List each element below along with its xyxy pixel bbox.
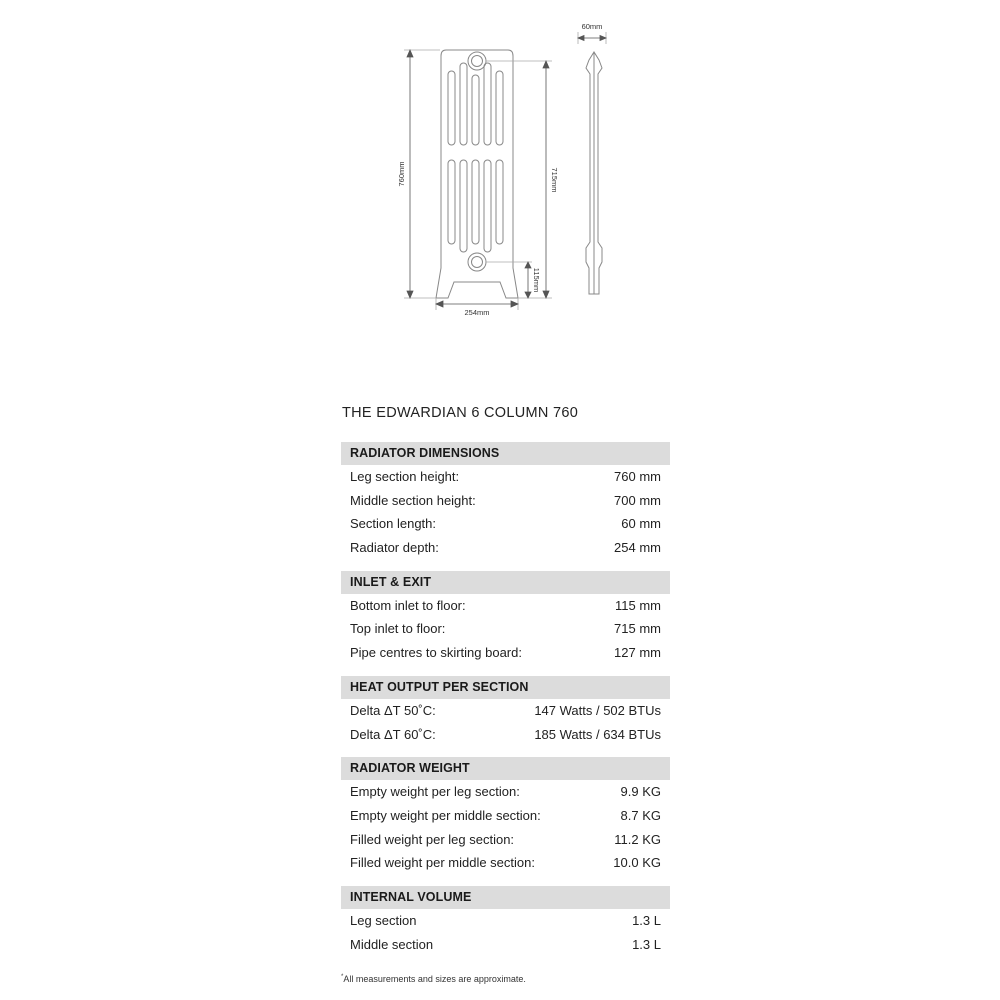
spec-row <box>341 804 670 828</box>
spec-label: Leg section height: <box>350 469 460 484</box>
radiator-technical-drawing <box>0 0 1000 340</box>
spec-value: 9.9 KG <box>620 784 661 800</box>
section-heat-output <box>341 676 670 746</box>
section-header: INLET & EXIT <box>341 571 670 594</box>
spec-label: Empty weight per leg section: <box>350 784 520 800</box>
spec-label: Section length: <box>350 516 437 532</box>
footnote-marker: * <box>341 974 344 980</box>
spec-label: Delta ΔT 50˚C: <box>350 702 436 718</box>
radiator-front-view <box>436 50 518 298</box>
section-header: RADIATOR WEIGHT <box>341 757 670 780</box>
spec-row <box>341 594 670 618</box>
spec-value: 147 Watts / 502 BTUs <box>534 702 661 718</box>
spec-label: Leg section <box>350 912 417 928</box>
spec-value: 760 mm <box>614 469 661 484</box>
spec-row <box>341 465 670 489</box>
spec-value: 10.0 KG <box>613 855 661 871</box>
spec-row <box>341 828 670 852</box>
dimension-label-715mm: 715mm <box>550 167 559 193</box>
footnote-text: All measurements and sizes are approximate. <box>343 974 526 984</box>
spec-row <box>341 617 670 641</box>
section-header: INTERNAL VOLUME <box>341 886 670 909</box>
dimension-label-760mm: 760mm <box>397 161 406 187</box>
spec-value: 185 Watts / 634 BTUs <box>534 726 661 742</box>
spec-label: Empty weight per middle section: <box>350 807 541 823</box>
section-inlet-exit <box>341 571 670 665</box>
spec-value: 11.2 KG <box>614 831 661 847</box>
spec-row <box>341 512 670 536</box>
spec-label: Middle section height: <box>350 492 476 508</box>
spec-label: Bottom inlet to floor: <box>350 597 466 613</box>
spec-label: Radiator depth: <box>350 540 439 556</box>
section-header: HEAT OUTPUT PER SECTION <box>341 676 670 699</box>
section-internal-volume <box>341 886 670 956</box>
spec-row <box>341 780 670 804</box>
spec-label: Middle section <box>350 936 434 952</box>
spec-label: Top inlet to floor: <box>350 621 446 637</box>
footnote <box>341 974 526 984</box>
spec-row <box>341 851 670 875</box>
spec-value: 1.3 L <box>632 936 661 952</box>
spec-row <box>341 489 670 513</box>
section-header: RADIATOR DIMENSIONS <box>341 442 670 465</box>
spec-label: Delta ΔT 60˚C: <box>350 726 436 742</box>
spec-row <box>341 699 670 723</box>
spec-row <box>341 641 670 665</box>
spec-label: Filled weight per middle section: <box>350 855 535 871</box>
spec-label: Pipe centres to skirting board: <box>350 645 522 661</box>
product-title: THE EDWARDIAN 6 COLUMN 760 <box>342 405 579 421</box>
dimension-label-115mm: 115mm <box>532 267 541 293</box>
dimension-label-254mm: 254mm <box>464 308 490 317</box>
spec-value: 1.3 L <box>632 912 661 928</box>
spec-value: 254 mm <box>614 540 661 556</box>
spec-value: 700 mm <box>614 492 661 508</box>
section-radiator-weight <box>341 757 670 875</box>
spec-row <box>341 723 670 747</box>
spec-value: 60 mm <box>621 516 661 532</box>
dimension-label-60mm: 60mm <box>581 22 603 31</box>
spec-value: 127 mm <box>614 645 661 661</box>
section-radiator-dimensions <box>341 442 670 560</box>
spec-table <box>341 442 670 967</box>
dimension-lines <box>404 32 606 310</box>
spec-row <box>341 933 670 957</box>
spec-value: 8.7 KG <box>620 807 661 823</box>
spec-label: Filled weight per leg section: <box>350 831 515 847</box>
radiator-side-view <box>586 52 602 294</box>
spec-value: 115 mm <box>615 597 661 613</box>
spec-row <box>341 536 670 560</box>
spec-value: 715 mm <box>614 621 661 637</box>
spec-row <box>341 909 670 933</box>
